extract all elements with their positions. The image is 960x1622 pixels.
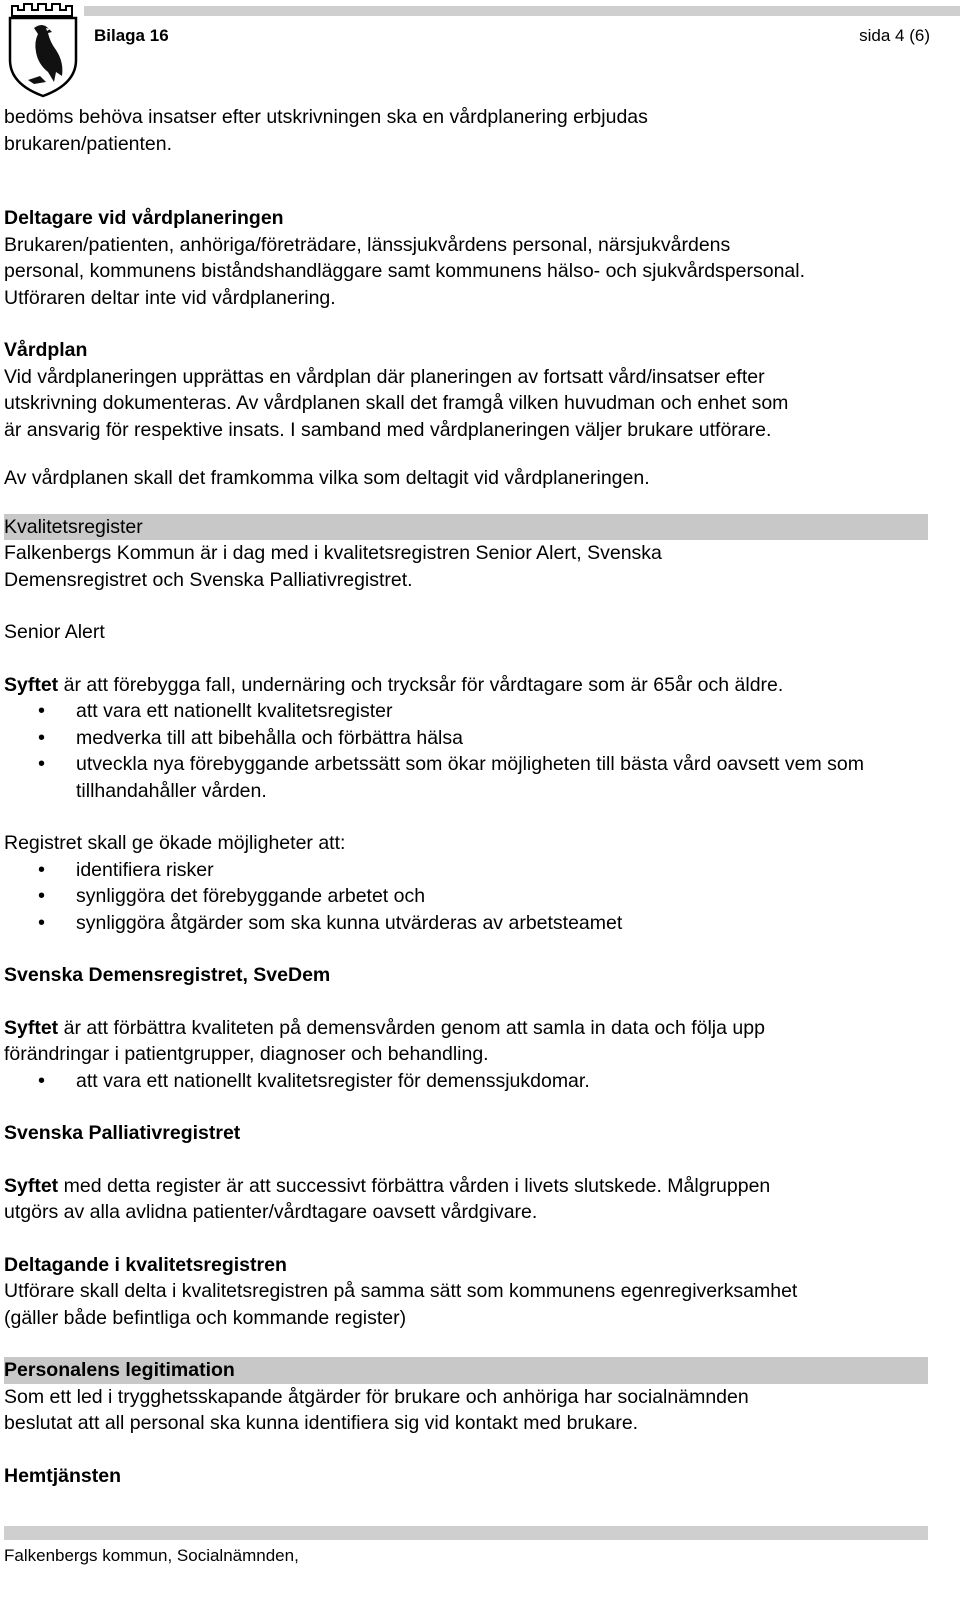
syftet-text: är att förebygga fall, undernäring och trycksår för vårdtagare som är 65år och äldre. bbox=[58, 673, 784, 696]
body-line: förändringar i patientgrupper, diagnoser och behandling. bbox=[4, 1043, 489, 1065]
body-line: utgörs av alla avlidna patienter/vårdtagare oavsett vårdgivare. bbox=[4, 1201, 538, 1223]
header-title: Bilaga 16 bbox=[94, 26, 169, 45]
body-line: beslutat att all personal ska kunna identifiera sig vid kontakt med brukare. bbox=[4, 1412, 639, 1434]
syftet-text: med detta register är att successivt förbättra vården i livets slutskede. Målgruppen bbox=[58, 1174, 771, 1197]
body-line: Vid vårdplaneringen upprättas en vårdplan där planeringen av fortsatt vård/insatser efter bbox=[4, 365, 765, 388]
body-line: Demensregistret och Svenska Palliativregistret. bbox=[4, 568, 413, 591]
syftet-label: Syftet bbox=[4, 1174, 59, 1197]
footer-text: Falkenbergs kommun, Socialnämnden, bbox=[4, 1546, 299, 1565]
header-rule bbox=[84, 6, 960, 16]
list-item: • utveckla nya förebyggande arbetssätt som ökar möjligheten till bästa vård oavsett vem som tillhandahåller vården. bbox=[4, 751, 924, 804]
section-heading: Svenska Demensregistret, SveDem bbox=[4, 964, 331, 986]
footer-rule bbox=[4, 1526, 928, 1540]
body-line: är ansvarig för respektive insats. I samband med vårdplaneringen väljer brukare utförare. bbox=[4, 418, 772, 441]
list-item: • synliggöra det förebyggande arbetet och bbox=[4, 883, 924, 910]
section-heading: Vårdplan bbox=[4, 339, 88, 361]
body-line: personal, kommunens biståndshandläggare samt kommunens hälso- och sjukvårdspersonal. bbox=[4, 260, 806, 282]
falcon-crest-icon bbox=[4, 2, 82, 98]
body-line: Som ett led i trygghetsskapande åtgärder för brukare och anhöriga har socialnämnden bbox=[4, 1385, 749, 1408]
page-header bbox=[84, 6, 960, 56]
body-line: Av vårdplanen skall det framkomma vilka som deltagit vid vårdplaneringen. bbox=[4, 467, 650, 489]
syftet-text: är att förbättra kvaliteten på demensvården genom att samla in data och följa upp bbox=[58, 1016, 765, 1039]
list-item: • medverka till att bibehålla och förbättra hälsa bbox=[4, 725, 924, 752]
body-line: utskrivning dokumenteras. Av vårdplanen skall det framgå vilken huvudman och enhet som bbox=[4, 392, 789, 414]
body-line: Utföraren deltar inte vid vårdplanering. bbox=[4, 286, 336, 309]
body-line bbox=[4, 1015, 924, 1042]
document-body bbox=[4, 104, 924, 1489]
section-heading: Deltagare vid vårdplaneringen bbox=[4, 207, 284, 229]
body-line: Falkenbergs Kommun är i dag med i kvalitetsregistren Senior Alert, Svenska bbox=[4, 542, 662, 564]
body-line: bedöms behöva insatser efter utskrivningen ska en vårdplanering erbjudas bbox=[4, 106, 648, 128]
body-line: Utförare skall delta i kvalitetsregistren på samma sätt som kommunens egenregiverksamhet bbox=[4, 1280, 798, 1302]
list-item: • att vara ett nationellt kvalitetsregister för demenssjukdomar. bbox=[4, 1068, 924, 1095]
body-line bbox=[4, 1173, 924, 1200]
section-heading: Senior Alert bbox=[4, 621, 105, 643]
bullet-list bbox=[4, 1068, 924, 1095]
page-number: sida 4 (6) bbox=[859, 26, 930, 45]
bullet-list bbox=[4, 698, 924, 804]
body-line: Brukaren/patienten, anhöriga/företrädare, länssjukvårdens personal, närsjukvårdens bbox=[4, 233, 731, 256]
syftet-label: Syftet bbox=[4, 1016, 59, 1039]
section-heading: Kvalitetsregister bbox=[4, 514, 928, 541]
section-heading: Personalens legitimation bbox=[4, 1357, 928, 1384]
list-item: • identifiera risker bbox=[4, 857, 924, 884]
section-heading: Hemtjänsten bbox=[4, 1464, 122, 1487]
bullet-list bbox=[4, 857, 924, 937]
body-line: brukaren/patienten. bbox=[4, 132, 173, 155]
list-item: • att vara ett nationellt kvalitetsregister bbox=[4, 698, 924, 725]
section-heading: Svenska Palliativregistret bbox=[4, 1122, 241, 1144]
body-line bbox=[4, 672, 924, 699]
syftet-label: Syftet bbox=[4, 673, 59, 696]
list-item: • synliggöra åtgärder som ska kunna utvärderas av arbetsteamet bbox=[4, 910, 924, 937]
body-line: Registret skall ge ökade möjligheter att: bbox=[4, 832, 346, 854]
body-line: (gäller både befintliga och kommande register) bbox=[4, 1306, 407, 1329]
section-heading: Deltagande i kvalitetsregistren bbox=[4, 1253, 287, 1276]
